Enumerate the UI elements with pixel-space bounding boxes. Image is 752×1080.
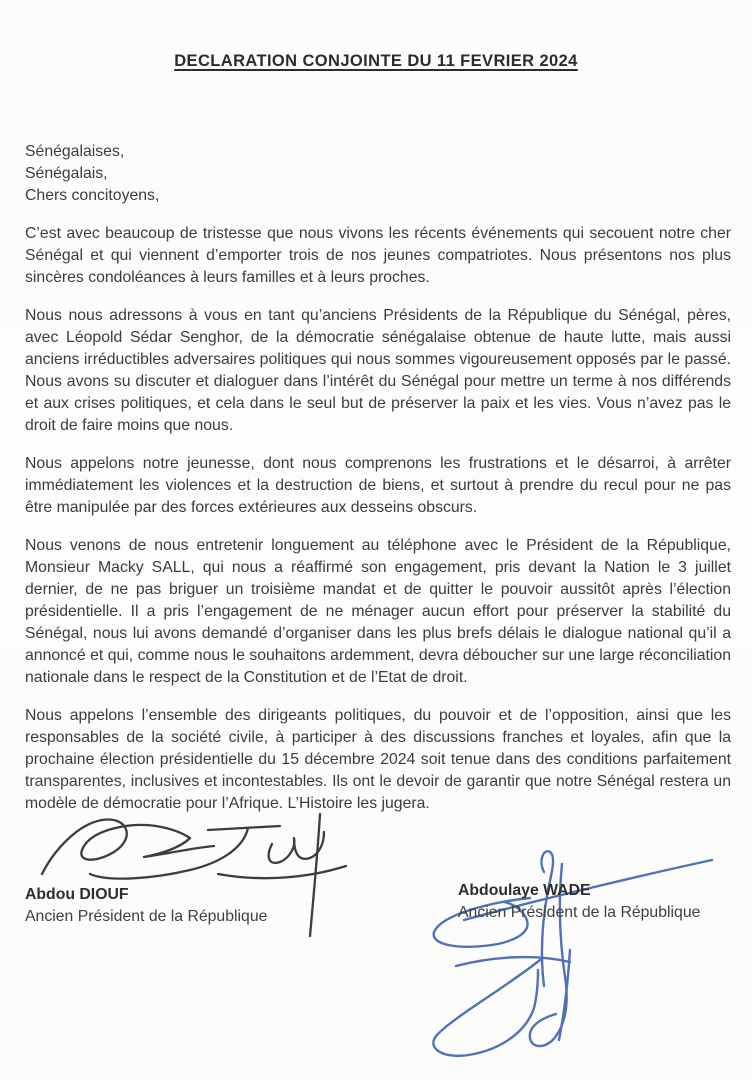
paragraph-appel-jeunesse: Nous appelons notre jeunesse, dont nous comprenons les frustrations et le désarroi, à arrêter immédiatement les violences et la destruction de biens, et surtout à prendre du recul pour ne pas être manipulée par des forces extérieures aux desseins obscurs. xyxy=(25,455,731,516)
salutation-line: Sénégalais, xyxy=(25,165,108,182)
paragraph-condoleances: C’est avec beaucoup de tristesse que nous vivons les récents événements qui secouent notre cher Sénégal et qui viennent d’emporter trois de nos jeunes compatriotes. Nous présentons nos plus sincères condoléances à leurs familles et à leurs proches. xyxy=(25,225,731,286)
signatory-name-wade: Abdoulaye WADE xyxy=(458,882,591,899)
paragraph-entretien-macky-sall: Nous venons de nous entretenir longuement au téléphone avec le Président de la République, Monsieur Macky SALL, qui nous a réaffirmé son engagement, pris devant la Nation le 3 juillet dernier, de ne pas briguer un troisième mandat et de quitter le pouvoir aussitôt après l’élection présidentielle. Il a pris l’engagement de ne ménager aucun effort pour préserver la stabilité du Sénégal, nous lui avons demandé d’organiser dans les plus brefs délais le dialogue national qu’il a annoncé et qui, comme nous le souhaitons ardemment, devra déboucher sur une large réconciliation nationale dans le respect de la Constitution et de l’Etat de droit. xyxy=(25,537,731,686)
paragraph-anciens-presidents: Nous nous adressons à vous en tant qu’anciens Présidents de la République du Sénégal, pères, avec Léopold Sédar Senghor, de la démocratie sénégalaise obtenue de haute lutte, mais aussi anciens irréductibles adversaires politiques qui nous sommes vigoureusement opposés par le passé. Nous avons su discuter et dialoguer dans l’intérêt du Sénégal pour mettre un terme à nos différends et aux crises politiques, et cela dans le seul but de préserver la paix et les vies. Vous n’avez pas le droit de faire moins que nous. xyxy=(25,307,731,434)
salutation xyxy=(25,141,731,207)
document-title: DECLARATION CONJOINTE DU 11 FEVRIER 2024 xyxy=(174,52,578,70)
signatory-block-wade xyxy=(458,880,700,924)
signatory-name-diouf: Abdou DIOUF xyxy=(25,886,129,903)
letter-body xyxy=(0,71,752,815)
signatory-block-diouf xyxy=(25,884,267,928)
signatory-role-diouf: Ancien Président de la République xyxy=(25,908,268,925)
salutation-line: Sénégalaises, xyxy=(25,143,125,160)
salutation-line: Chers concitoyens, xyxy=(25,187,160,204)
paragraph-appel-dirigeants: Nous appelons l’ensemble des dirigeants politiques, du pouvoir et de l’opposition, ainsi que les responsables de la société civile, à participer à des discussions franches et loyales, afin que la prochaine élection présidentielle du 15 décembre 2024 soit tenue dans des conditions parfaitement transparentes, inclusives et incontestables. Ils ont le devoir de garantir que notre Sénégal restera un modèle de démocratie pour l’Afrique. L’Histoire les jugera. xyxy=(25,707,731,812)
wade-signature-image xyxy=(418,842,718,1064)
signatory-role-wade: Ancien Président de la République xyxy=(458,904,701,921)
